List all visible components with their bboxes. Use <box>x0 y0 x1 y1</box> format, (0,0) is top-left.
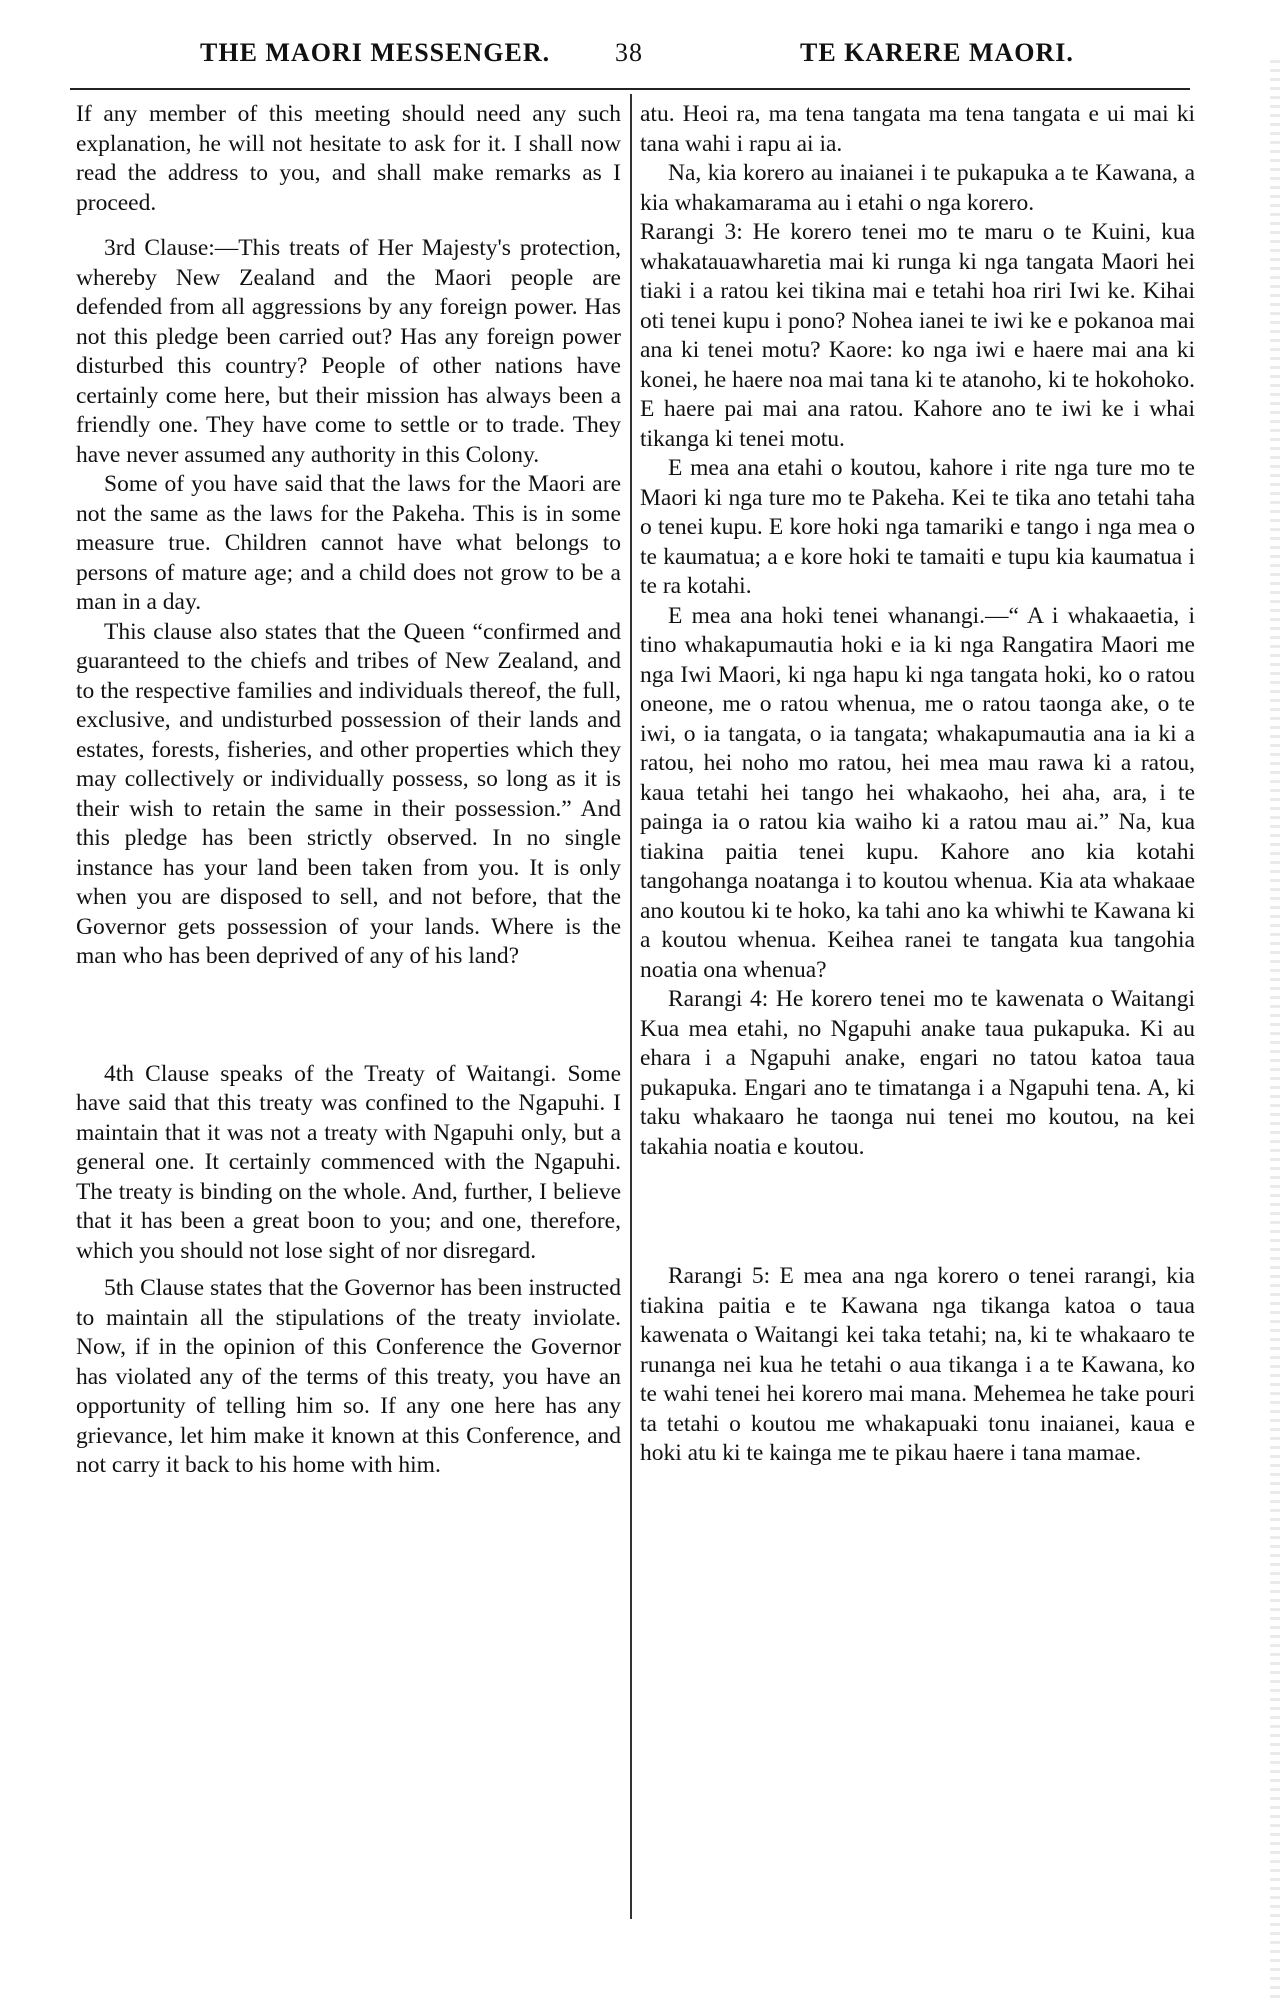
paragraph-intro: If any member of this meeting should need any such explanation, he will not hesitate to ask for it. I shall now read the address to you, and shall make remarks as I proceed. <box>76 101 621 216</box>
header-title-maori: TE KARERE MAORI. <box>800 38 1074 67</box>
page-number: 38 <box>615 38 643 67</box>
paragraph-atu: atu. Heoi ra, ma tena tangata ma tena tangata e ui mai ki tana wahi i rapu ai ia. <box>640 101 1195 157</box>
paragraph-korero: Na, kia korero au inaianei i te pukapuka a te Kawana, a kia whakamarama au i etahi o nga korero. <box>640 160 1195 216</box>
column-divider <box>630 94 632 1919</box>
paragraph-rarangi-5: Rarangi 5: E mea ana nga korero o tenei rarangi, kia tiakina paitia e te Kawana nga tikanga katoa o taua kawenata o Waitangi kei taka tetahi; na, ki te whakaaro te runanga nei kua he tetahi o aua tikanga i a te Kawana, ko te wahi tenei hei korero mai mana. Mehemea he take pouri ta tetahi o koutou me whakapuaki tonu inaianei, kaua e hoki atu ki te kainga me te pikau haere i tana mamae. <box>640 1263 1195 1466</box>
paragraph-queen-guarantee: This clause also states that the Queen “confirmed and guaranteed to the chiefs and tribes of New Zealand, and to the respective families and individuals thereof, the full, exclusive, and undisturbed possession of their lands and estates, forests, fisheries, and other properties which they may collectively or individually possess, so long as it is their wish to retain the same in their possession.” And this pledge has been strictly observed. In no single instance has your land been taken from you. It is only when you are disposed to sell, and not before, that the Governor gets possession of your lands. Where is the man who has been deprived of any of his land? <box>76 618 621 969</box>
header-title-english: THE MAORI MESSENGER. <box>200 38 551 67</box>
english-column <box>76 100 621 1481</box>
paragraph-laws: Some of you have said that the laws for the Maori are not the same as the laws for the Pakeha. This is in some measure true. Children cannot have what belongs to persons of mature age; and a child does not grow to be a man in a day. <box>76 471 621 615</box>
header-rule <box>70 88 1190 90</box>
page-header <box>200 38 1180 78</box>
paragraph-clause-3: 3rd Clause:—This treats of Her Majesty's protection, whereby New Zealand and the Maori people are defended from all aggressions by any foreign power. Has not this pledge been carried out? Has any foreign power disturbed this country? People of other nations have certainly come here, but their mission has always been a friendly one. They have come to settle or to trade. They have never assumed any authority in this Colony. <box>76 235 621 468</box>
paragraph-rarangi-3: Rarangi 3: He korero tenei mo te maru o te Kuini, kua whakatauawharetia mai ki runga ki nga tangata Maori hei tiaki i a ratou kei tikina mai e tetahi hoa riri Iwi ke. Kihai oti tenei kupu i pono? Nohea ianei te iwi ke e pokanoa mai ana ki tenei motu? Kaore: ko nga iwi e haere mai ana ki konei, he haere noa mai tana ki te atanoho, ki te hokohoko. E haere pai mai ana ratou. Kahore ano te iwi ke i whai tikanga ki tenei motu. <box>640 219 1195 452</box>
paragraph-rarangi-4: Rarangi 4: He korero tenei mo te kawenata o Waitangi Kua mea etahi, no Ngapuhi anake taua pukapuka. Ki au ehara i a Ngapuhi anake, engari no tatou katoa taua pukapuka. Engari ano te timatanga i a Ngapuhi tena. A, ki taku whakaaro he taonga nui tenei mo koutou, na kei takahia noatia e koutou. <box>640 986 1195 1160</box>
paragraph-whanangi: E mea ana hoki tenei whanangi.—“ A i whakaaetia, i tino whakapumautia hoki e ia ki nga Rangatira Maori me nga Iwi Maori, ki nga hapu ki nga tangata hoki, ko o ratou oneone, me o ratou whenua, me o ratou taonga ake, o te iwi, o ia tangata, o ia tangata; whakapumautia ana ia ki a ratou, hei noho mo ratou, hei mea mau rawa ki a ratou, kaua tetahi hei tango hei whakaoho, hei aha, ara, i te painga ia o ratou kia waiho ki a ratou mau ai.” Na, kua tiakina paitia tenei kupu. Kahore ano kia kotahi tangohanga noatanga i to koutou whenua. Kia ata whakaae ano koutou ki te hoko, ka tahi ano ka whiwhi te Kawana ki a koutou whenua. Keihea ranei te tangata kua tangohia noatia ona whenua? <box>640 602 1195 983</box>
paragraph-clause-4: 4th Clause speaks of the Treaty of Waitangi. Some have said that this treaty was confined to the Ngapuhi. I maintain that it was not a treaty with Ngapuhi only, but a general one. It certainly commenced with the Ngapuhi. The treaty is binding on the whole. And, further, I believe that it has been a great boon to you; and one, therefore, which you should not lose sight of nor disregard. <box>76 1060 621 1264</box>
page-edge-shadow <box>1270 60 1280 2000</box>
paragraph-clause-5: 5th Clause states that the Governor has been instructed to maintain all the stipulations of the treaty inviolate. Now, if in the opinion of this Conference the Governor has violated any of the terms of this treaty, you have an opportunity of telling him so. If any one here has any grievance, let him make it known at this Conference, and not carry it back to his home with him. <box>76 1275 621 1478</box>
maori-column <box>640 100 1195 1469</box>
paragraph-ture: E mea ana etahi o koutou, kahore i rite nga ture mo te Maori ki nga ture mo te Pakeha. Kei te tika ano tetahi taha o tenei kupu. E kore hoki nga tamariki e tango i nga mea o te kaumatua; a e kore hoki te tamaiti e tupu kia kaumatua i te ra kotahi. <box>640 455 1195 599</box>
